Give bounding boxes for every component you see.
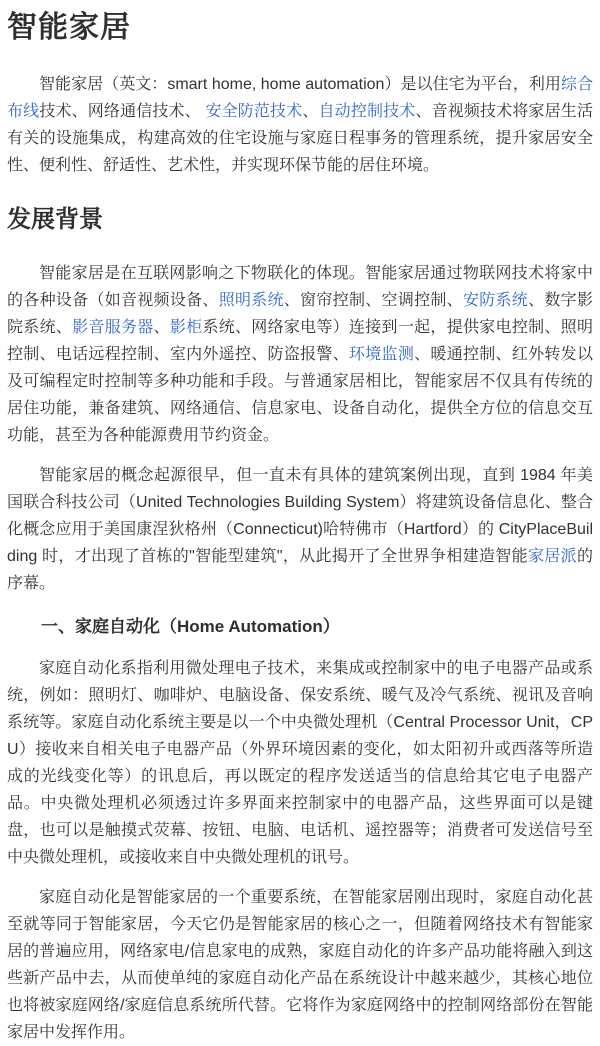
text-run: 家庭自动化系指利用微处理电子技术，来集成或控制家中的电子电器产品或系统，例如：照明灯、咖啡炉、电脑设备、保安系统、暖气及冷气系统、视讯及音响系统等。家庭自动化系统主要是以一个中央微处理机（Central Processor Unit，CPU）接收来自相关电子电器产品（外界环境因素的变化，如太阳初升或西落等所造成的光线变化等）的讯息后，再以既定的程序发送适当的信息给其它电子电器产品。中央微处理机必须透过许多界面来控制家中的电器产品，这些界面可以是键盘，也可以是触摸式荧幕、按钮、电脑、电话机、遥控器等；消费者可发送信号至中央微处理机，或接收来自中央微处理机的讯号。 — [7, 659, 593, 866]
text-run: 系统、网络家电等）连接到一起，提供家电控制、照明控制、电话远程控制、室内外遥控、防盗报警、 — [7, 319, 593, 364]
link-lighting-system[interactable]: 照明系统 — [218, 292, 284, 310]
text-run: 、窗帘控制、空调控制、 — [283, 292, 463, 310]
link-media-cabinet[interactable]: 影柜 — [169, 319, 203, 337]
page-title: 智能家居 — [7, 11, 131, 44]
iot-overview-paragraph — [7, 260, 593, 449]
history-paragraph — [7, 462, 593, 597]
automation-role-paragraph — [7, 884, 593, 1046]
text-run: 、音视频技术将家居生活有关的设施集成，构建高效的住宅设施与家庭日程事务的管理系统，提升家居安全性、便利性、舒适性、艺术性，并实现环保节能的居住环境。 — [7, 103, 593, 174]
text-run: 技术、网络通信技术、 — [39, 103, 206, 120]
subsection-heading-home-automation: 一、家庭自动化（Home Automation） — [41, 617, 340, 637]
link-jiajupai[interactable]: 家居派 — [527, 548, 577, 566]
automation-definition-paragraph — [7, 655, 593, 871]
section-heading-development-background: 发展背景 — [7, 206, 103, 233]
text-run: 家庭自动化是智能家居的一个重要系统，在智能家居刚出现时，家庭自动化甚至就等同于智能家居，今天它仍是智能家居的核心之一，但随着网络技术有智能家居的普遍应用，网络家电/信息家电的成熟，家庭自动化的许多产品功能将融入到这些新产品中去，从而使单纯的家庭自动化产品在系统设计中越来越少，其核心地位也将被家庭网络/家庭信息系统所代替。它将作为家庭网络中的控制网络部份在智能家居中发挥作用。 — [7, 888, 593, 1041]
text-run: 智能家居的概念起源很早，但一直未有具体的建筑案例出现，直到 1984 年美国联合科技公司（United Technologies Building System）将建筑设备信息化、整合化概念应用于美国康涅狄格州（Connecticut)哈特佛市（Hartford）的 CityPlaceBuilding 时，才出现了首栋的"智能型建筑"，从此揭开了全世界争相建造智能 — [7, 467, 593, 566]
text-run: 、 — [153, 319, 170, 337]
text-run: 、 — [302, 103, 319, 120]
link-security-system[interactable]: 安防系统 — [462, 292, 529, 310]
text-run: 的序幕。 — [7, 548, 593, 593]
intro-paragraph — [7, 71, 593, 179]
link-environment-monitoring[interactable]: 环境监测 — [348, 346, 415, 364]
link-security-protection-tech[interactable]: 安全防范技术 — [205, 103, 303, 120]
text-run: 智能家居是在互联网影响之下物联化的体现。智能家居通过物联网技术将家中的各种设备（如音视频设备、 — [7, 265, 593, 310]
text-run: 、数字影院系统、 — [7, 292, 593, 337]
text-run: 、暖通控制、红外转发以及可编程定时控制等多种功能和手段。与普通家居相比，智能家居不仅具有传统的居住功能，兼备建筑、网络通信、信息家电、设备自动化，提供全方位的信息交互功能，甚至为各种能源费用节约资金。 — [7, 346, 593, 445]
link-integrated-wiring[interactable]: 综合布线 — [7, 76, 593, 120]
link-av-server[interactable]: 影音服务器 — [72, 319, 154, 337]
text-run: 智能家居（英文：smart home, home automation）是以住宅为平台，利用 — [39, 76, 561, 93]
link-automatic-control-tech[interactable]: 自动控制技术 — [318, 103, 416, 120]
